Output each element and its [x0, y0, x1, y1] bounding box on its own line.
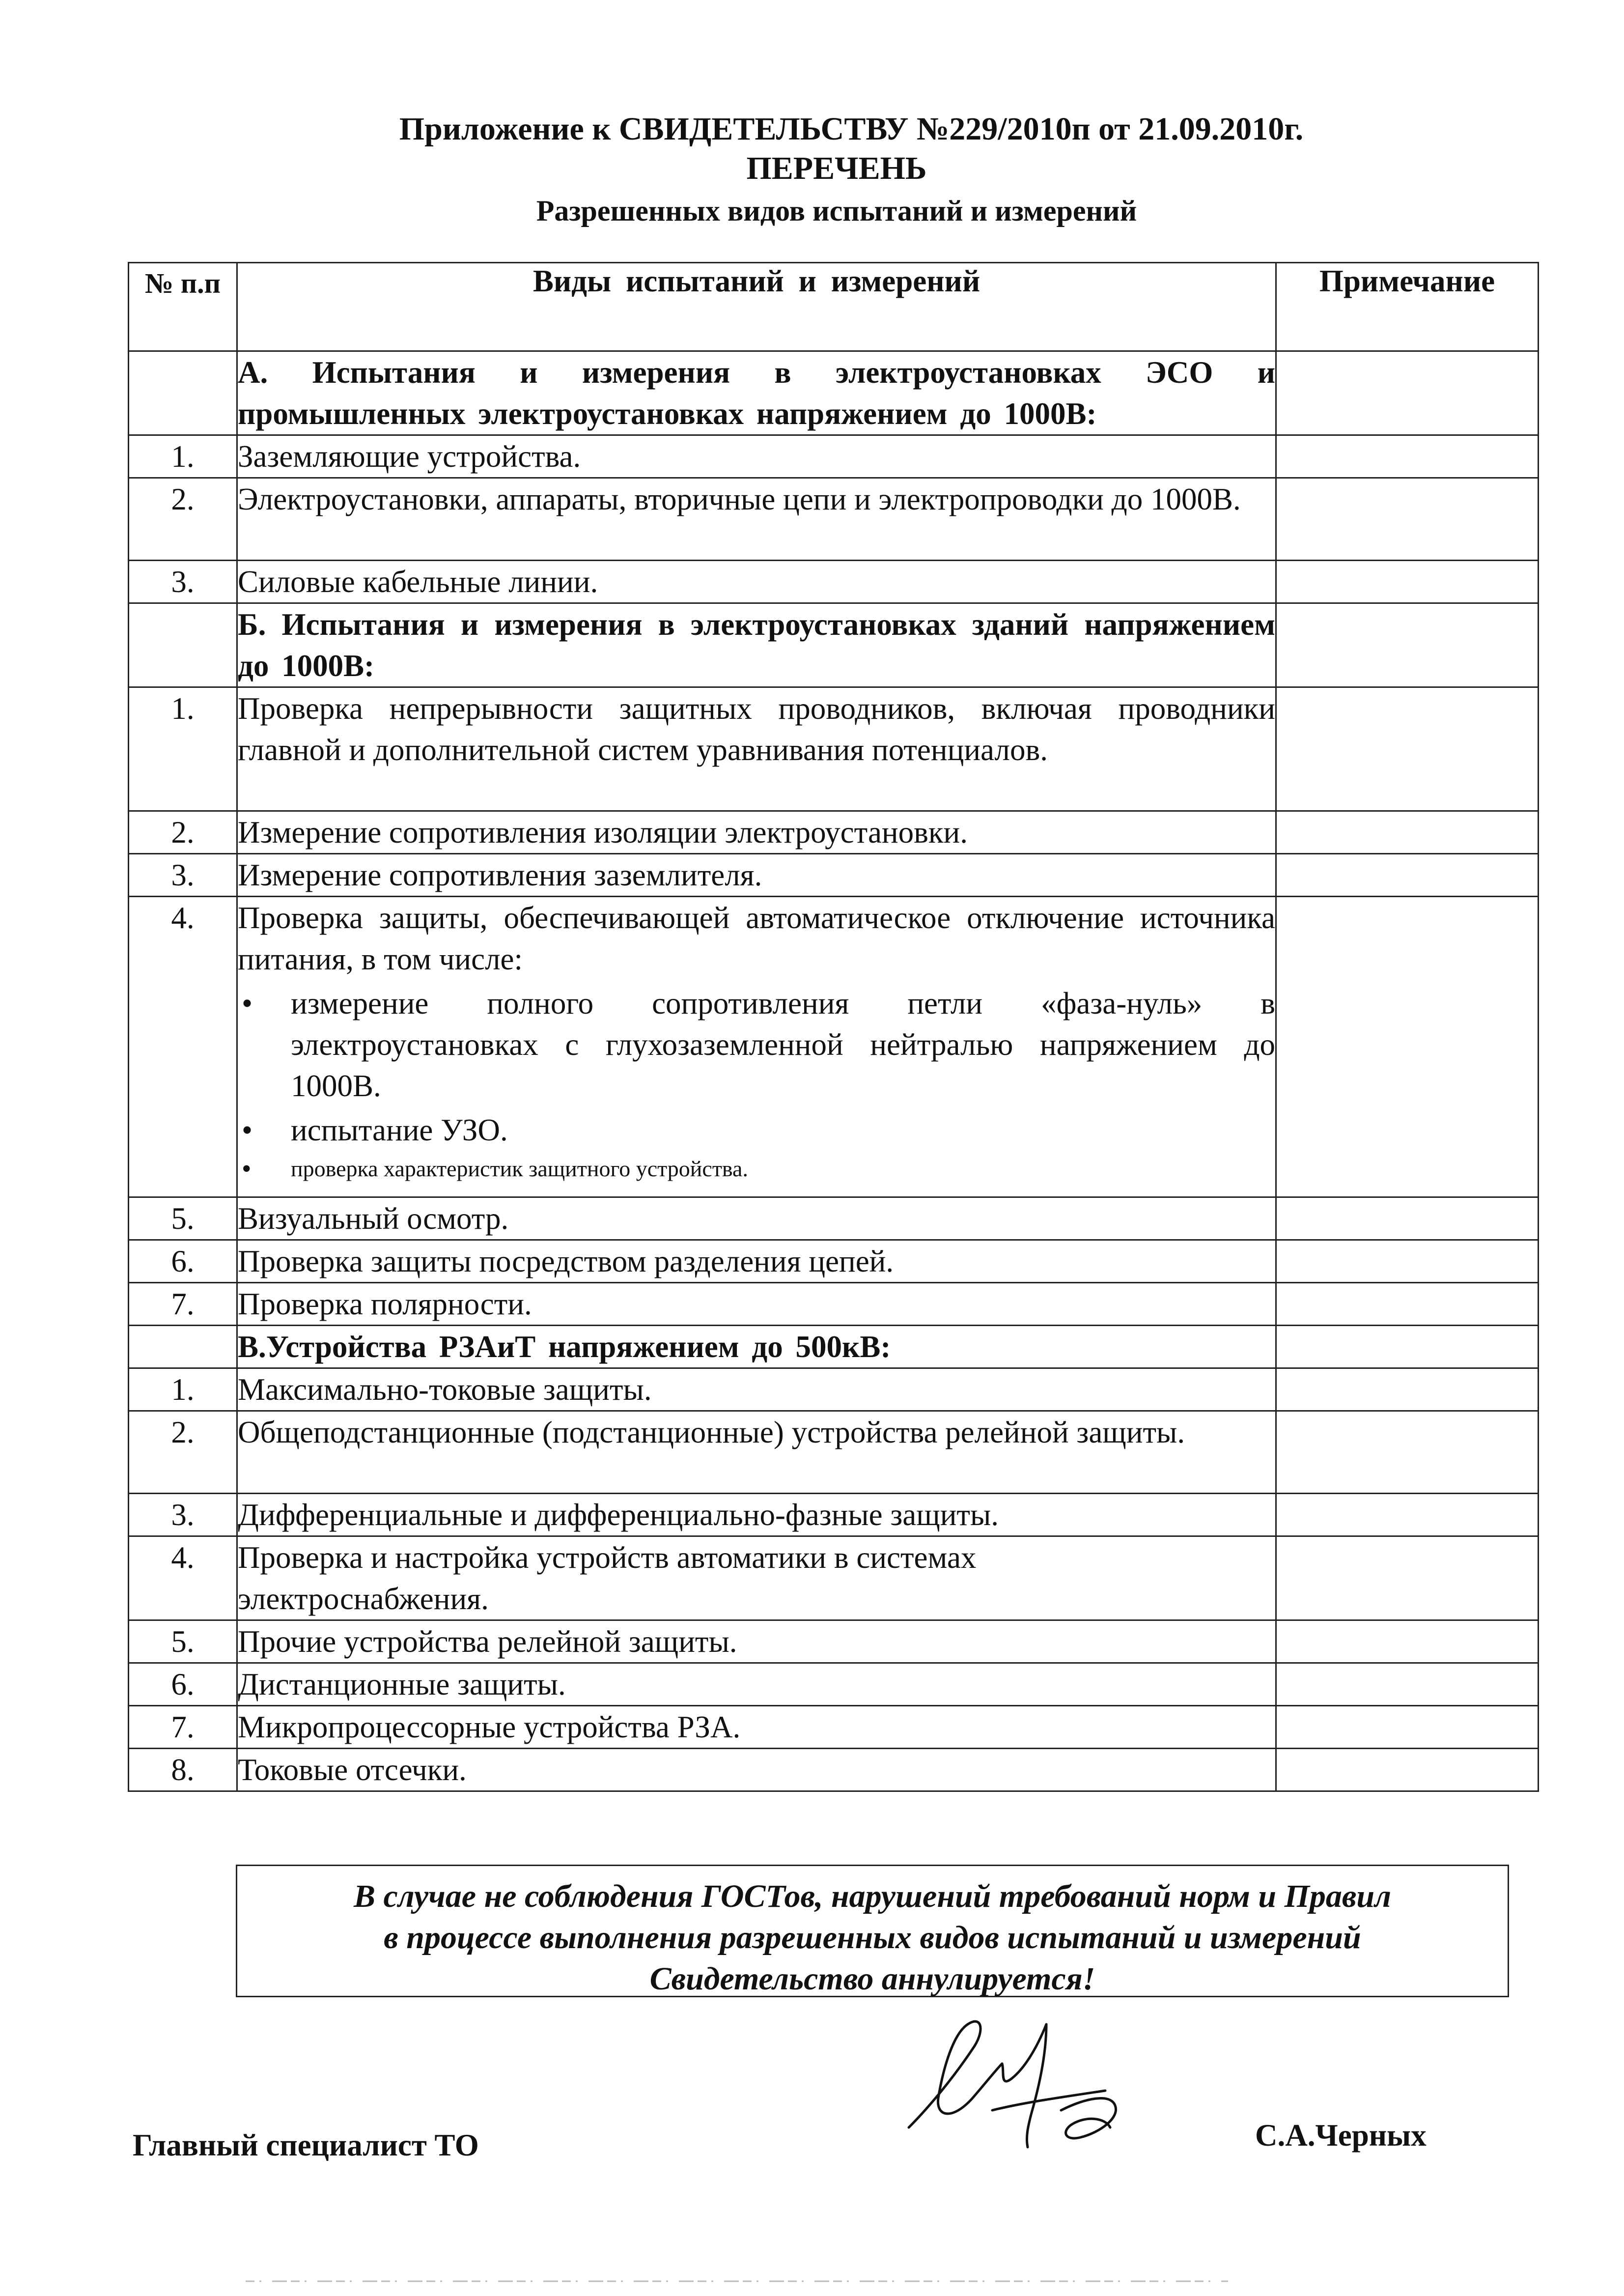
bullet-item: • испытание УЗО.	[238, 1109, 1275, 1151]
row-text: Проверка непрерывности защитных проводников, включая проводники главной и дополнительной систем уравнивания потенциалов.	[237, 687, 1276, 811]
row-text	[237, 897, 1276, 1197]
row-number: 6.	[129, 1663, 237, 1706]
table-header-row	[129, 263, 1539, 351]
notice-line: в процессе выполнения разрешенных видов испытаний и измерений	[384, 1920, 1361, 1956]
table-row	[129, 1240, 1539, 1283]
table-row	[129, 811, 1539, 854]
row-note	[1276, 1494, 1539, 1536]
document-subheading: Разрешенных видов испытаний и измерений	[536, 195, 1137, 227]
row-note	[1276, 1197, 1539, 1240]
row-note	[1276, 435, 1539, 478]
row-number: 1.	[129, 1368, 237, 1411]
signatory-title: Главный специалист ТО	[133, 2128, 479, 2162]
row-number: 3.	[129, 854, 237, 897]
row-number: 3.	[129, 1494, 237, 1536]
row-text: Микропроцессорные устройства РЗА.	[237, 1706, 1276, 1749]
section-row-a	[129, 351, 1539, 435]
notice-line: Свидетельство аннулируется!	[649, 1961, 1095, 1997]
row-text: Токовые отсечки.	[237, 1749, 1276, 1791]
table-row	[129, 1197, 1539, 1240]
row-number: 4.	[129, 1536, 237, 1620]
signatory-name: С.А.Черных	[1255, 2118, 1427, 2153]
row-number: 2.	[129, 1411, 237, 1494]
table-row	[129, 687, 1539, 811]
row-note	[1276, 1283, 1539, 1326]
table-row	[129, 478, 1539, 561]
row-text: Заземляющие устройства.	[237, 435, 1276, 478]
row-text: Максимально-токовые защиты.	[237, 1368, 1276, 1411]
document-heading: ПЕРЕЧЕНЬ	[746, 150, 927, 186]
row-number: 2.	[129, 811, 237, 854]
document-title: Приложение к СВИДЕТЕЛЬСТВУ №229/2010п от 21.09.2010г.	[399, 111, 1304, 147]
table-row	[129, 435, 1539, 478]
row-text: Прочие устройства релейной защиты.	[237, 1620, 1276, 1663]
row-number: 5.	[129, 1620, 237, 1663]
table-row	[129, 1411, 1539, 1494]
section-title-a: А. Испытания и измерения в электроустановках ЭСО и промышленных электроустановках напряжением до 1000В:	[237, 351, 1276, 435]
row-number: 3.	[129, 561, 237, 603]
row-text: Визуальный осмотр.	[237, 1197, 1276, 1240]
table-row	[129, 854, 1539, 897]
row-note	[1276, 687, 1539, 811]
row-note	[1276, 811, 1539, 854]
column-header-number: № п.п	[129, 263, 237, 351]
row-note	[1276, 478, 1539, 561]
row-number: 5.	[129, 1197, 237, 1240]
row-text: Силовые кабельные линии.	[237, 561, 1276, 603]
bullet-item: • проверка характеристик защитного устройства.	[238, 1152, 1275, 1186]
row-text: Электроустановки, аппараты, вторичные цепи и электропроводки до 1000В.	[237, 478, 1276, 561]
handwritten-signature	[899, 2005, 1154, 2167]
row-note	[1276, 897, 1539, 1197]
table-row	[129, 1663, 1539, 1706]
notice-line: В случае не соблюдения ГОСТов, нарушений требований норм и Правил	[354, 1878, 1391, 1914]
row-note	[1276, 1749, 1539, 1791]
row-text: Проверка и настройка устройств автоматики в системах электроснабжения.	[237, 1536, 1276, 1620]
row-note	[1276, 1240, 1539, 1283]
row-text: Измерение сопротивления изоляции электроустановки.	[237, 811, 1276, 854]
row-note	[1276, 1663, 1539, 1706]
table-row	[129, 561, 1539, 603]
table-row	[129, 1368, 1539, 1411]
row-text: Проверка полярности.	[237, 1283, 1276, 1326]
table-row	[129, 1536, 1539, 1620]
column-header-note: Примечание	[1276, 263, 1539, 351]
row-text: Проверка защиты посредством разделения цепей.	[237, 1240, 1276, 1283]
column-header-types: Виды испытаний и измерений	[237, 263, 1276, 351]
row-number: 8.	[129, 1749, 237, 1791]
row-text: Общеподстанционные (подстанционные) устройства релейной защиты.	[237, 1411, 1276, 1494]
row-note	[1276, 1536, 1539, 1620]
section-title-c: В.Устройства РЗАиТ напряжением до 500кВ:	[237, 1326, 1276, 1368]
row-number: 7.	[129, 1283, 237, 1326]
section-row-c	[129, 1326, 1539, 1368]
tests-table	[128, 262, 1539, 1792]
row-number: 4.	[129, 897, 237, 1197]
row-number: 1.	[129, 435, 237, 478]
table-row	[129, 1283, 1539, 1326]
row-text: Дифференциальные и дифференциально-фазные защиты.	[237, 1494, 1276, 1536]
row-text: Дистанционные защиты.	[237, 1663, 1276, 1706]
table-row	[129, 1706, 1539, 1749]
table-row	[129, 1494, 1539, 1536]
row-note	[1276, 1620, 1539, 1663]
row-text-intro: Проверка защиты, обеспечивающей автоматическое отключение источника питания, в том числе:	[238, 901, 1275, 976]
warning-notice-box	[236, 1865, 1509, 1997]
row-number: 7.	[129, 1706, 237, 1749]
row-note	[1276, 854, 1539, 897]
section-title-b: Б. Испытания и измерения в электроустановках зданий напряжением до 1000В:	[237, 603, 1276, 687]
row-note	[1276, 561, 1539, 603]
scan-noise-line	[246, 2280, 1228, 2283]
row-note	[1276, 1368, 1539, 1411]
bullet-list	[238, 983, 1275, 1186]
section-row-b	[129, 603, 1539, 687]
table-row	[129, 1620, 1539, 1663]
bullet-item: • измерение полного сопротивления петли «фаза-нуль» в электроустановках с глухозаземленной нейтралью напряжением до 1000В.	[238, 983, 1275, 1106]
row-text: Измерение сопротивления заземлителя.	[237, 854, 1276, 897]
table-row	[129, 897, 1539, 1197]
row-number: 1.	[129, 687, 237, 811]
row-number: 2.	[129, 478, 237, 561]
row-note	[1276, 1706, 1539, 1749]
table-row	[129, 1749, 1539, 1791]
row-note	[1276, 1411, 1539, 1494]
row-number: 6.	[129, 1240, 237, 1283]
